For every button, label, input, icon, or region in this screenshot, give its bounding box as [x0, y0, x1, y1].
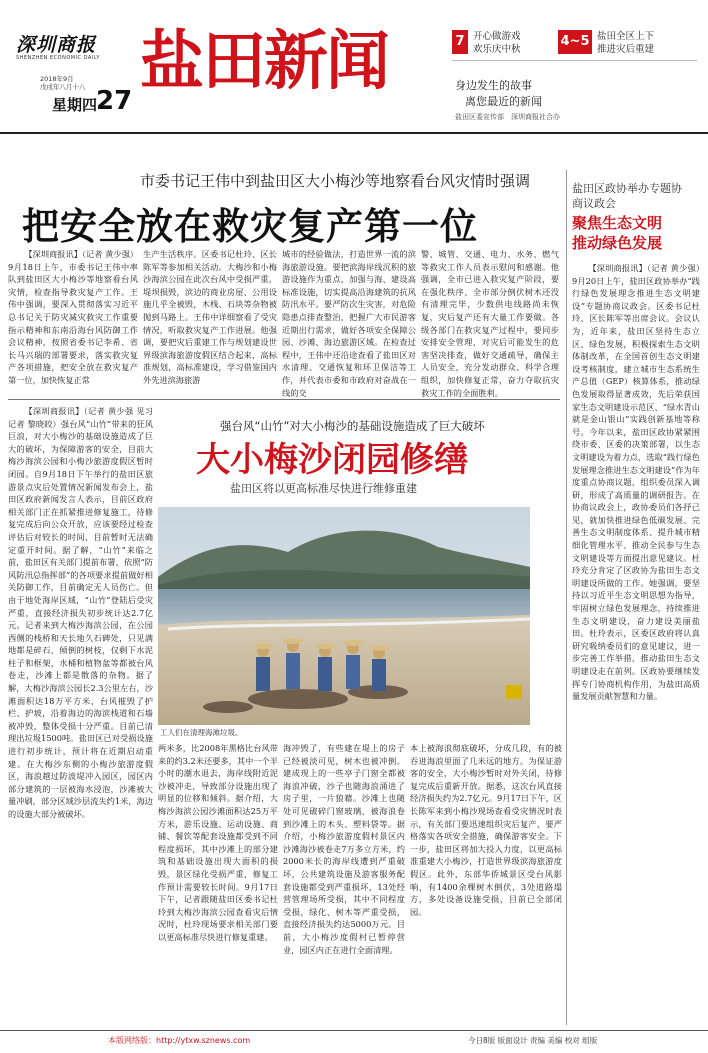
dateline — [40, 75, 86, 91]
lead-kicker: 市委书记王伟中到盐田区大小梅沙等地察看台风灾情时强调 — [140, 172, 531, 190]
slogan-line: 身边发生的故事 — [455, 79, 532, 92]
story2-body-left — [8, 405, 153, 1025]
footer-credits: 今日8版 版面设计 责编 美编 校对 组版 — [468, 1036, 598, 1045]
paper-logo: 深圳商报 — [16, 34, 97, 56]
lead-body-col — [421, 248, 559, 398]
date-gregorian: 2018年9月 — [40, 75, 74, 83]
story2-headline[interactable]: 大小梅沙闭园修缮 — [196, 440, 468, 480]
beach-cleanup-photo — [158, 507, 530, 725]
index-entry-line: 开心做游戏 — [473, 31, 521, 42]
paragraph: 【深圳商报讯】（记者 黄少强 见习记者 黎晓皎）强台风“山竹”带来的狂风巨浪，对大小梅沙的基础设施造成了巨大的破坏，为保障游客的安全，目前大梅沙海滨公园和小梅沙旅游度假区暂时闭园。自9月18日下午举行的盐田区旅游景点灾后处置情况新闻发布会上，盐田区政府新闻发言人表示，目前区政府相关部门正在抓紧推进修复施工，待修复完成后向公众开放，应该要经过检查评估后对较长的时间，目前暂时无法确定重开时间。据了解，“山竹”来临之前，盐田区有关部门提前布署，依照“防风防汛总指挥部”的各项要求提前做好相关防御工作，目前确定无人员伤亡。但由于地处海岸区域，“山竹”登陆后受灾严重，直接经济损失初步统计达2.7亿元。记者来到大梅沙海滨公园，在公园西侧的栈桥和天长地久石碑处，只见满地都是碎石、倾倒的树枝，仅剩下水泥柱子和框架，水桶和植物盆等都被台风卷走，沙滩上都是散落的杂物。据了解，大梅沙海滨公园长2.3公里左右，沙滩面积达18万平方米，台风摧毁了护栏、护坡，沿着海边的海滨栈道和石墙被冲毁，整体受损十分严重。目前已清理出垃圾1500吨。盐田区已对受损设施进行初步统计，预计将在近期启动重建。在大梅沙东侧的小梅沙旅游度假区，海浪越过防波堤冲入园区，园区内部分建筑的一层被海水浸泡，沙滩被大量冲刷，部分区域沙层流失约1米，海边的设施大部分被破坏。 — [8, 406, 153, 819]
index-entry[interactable] — [597, 30, 654, 56]
story2-body-col — [283, 742, 405, 1025]
side-kicker: 盐田区政协举办专题协商议政会 — [572, 182, 682, 210]
slogan-line: 离您最近的新闻 — [465, 95, 542, 108]
side-body — [572, 262, 700, 1024]
weekday: 星期四 — [52, 96, 98, 114]
lead-body-col — [282, 248, 416, 398]
paragraph: 警、城管、交通、电力、水务、燃气等救灾工作人员表示慰问和感谢。他强调，全市已进入救灾复产阶段，要在强化秩序、全市部分倒伏树木还没有清理完毕，少数供电线路尚未恢复，灾后复产还有大量工作要做。各级各部门在救灾复产过程中，要同步安排安全管理，对灾后可能发生的危害坚决排查，做好交通疏导，确保主人员安全，充分发动群众、科学合理组织，加快修复正常，奋力夺取抗灾救灾工作的全面胜利。 — [421, 249, 559, 398]
paragraph: 【深圳商报讯】（记者 黄少强）9月20日上午，盐田区政协举办“践行绿色发展理念推进生态文明建设”专题协商议政会。区委书记杜玲、区长陈军等出席会议。会议认为，近年来，盐田区坚持生态立区、绿色发展，积极探索生态文明体制改革，在全国首创生态文明建设考核制度，建立城市生态系统生产总值（GEP）核算体系，推动绿色发展取得显著成效，先后荣获国家生态文明建设示范区、“绿水青山就是金山银山”实践创新基地等称号。今年以来，盐田区政协紧紧围绕市委、区委的决策部署，以生态文明建设为着力点，选取“践行绿色发展理念推进生态文明建设”作为年度重点协商议题，组织委员深入调研，形成了高质量的调研报告。在协商议政会上，政协委员们各抒己见，就加快推进绿色低碳发展、完善生态文明制度体系、提升城市精细化管理水平、推动全民参与生态文明建设等方面提出意见建议。杜玲充分肯定了区政协为盐田生态文明建设所做的工作。她强调，要坚持以习近平生态文明思想为指导，牢固树立绿色发展理念，持续推进生态文明建设，奋力建设美丽盐田。杜玲表示，区委区政府将认真研究吸纳委员们的意见建议，进一步完善工作举措，推动盐田生态文明建设走在前列。区政协要继续发挥专门协商机构作用，为盐田高质量发展贡献智慧和力量。 — [572, 263, 700, 702]
index-entry-line: 盐田全区上下 — [597, 31, 655, 42]
side-headline-line: 聚焦生态文明 — [572, 214, 663, 232]
story2-subhead: 盐田区将以更高标准尽快进行维修重建 — [230, 482, 417, 495]
side-headline[interactable] — [572, 213, 697, 253]
index-page-number[interactable]: 4~5 — [558, 30, 592, 54]
story-divider — [8, 399, 560, 400]
photo-caption: 工人们在清理海滩垃圾。 — [160, 728, 243, 737]
day-number: 27 — [96, 86, 133, 116]
section-title: 盐田新闻 — [140, 25, 388, 99]
footer-web-link[interactable]: 本版网络版：http://ytxw.sznews.com — [108, 1036, 251, 1045]
news-photo[interactable] — [158, 507, 530, 725]
footer-rule — [0, 1030, 708, 1031]
paragraph: 【深圳商报讯】（记者 黄少强）9月18日上午，市委书记王伟中率队到盐田区大小梅沙等地察看台风灾情，检查指导救灾复产工作。王伟中强调，要深入贯彻落实习近平总书记关于防灾减灾救灾工作重要指示精神和东南沿海台风防御工作会议精神，按照省委书记李希、省长马兴瑞的部署要求，落实救灾复产各项措施，把安全放在救灾复产第一位，加快恢复正常 — [8, 249, 138, 385]
index-entry[interactable] — [473, 30, 521, 56]
story2-body-col — [158, 742, 278, 1025]
paragraph: 两米多，比2008年黑格比台风带来的约3.2米还要多，其中一个半小时的潮水退去，海岸线附近泥沙被冲走，导致部分设施出现了明显的位移和倾斜。据介绍，大梅沙海滨公园沙滩面积达25万平方米，游乐设施、运动设施、商铺、餐饮等配套设施都受到不同程度损坏，其中沙滩上的部分建筑和基础设施出现大面积的损毁，景区绿化受损严重，修复工作预计需要较长时间。9月17日下午，记者跟随盐田区委书记杜玲到大梅沙海滨公园查看灾后情况时，杜玲现场要求相关部门要以更高标准尽快进行修复重建。 — [158, 743, 278, 942]
lead-body-col — [8, 248, 138, 385]
slogan — [455, 78, 542, 110]
index-page-number[interactable]: 7 — [452, 30, 468, 54]
index-entry-line: 欢乐庆中秋 — [473, 44, 521, 55]
column-divider — [566, 170, 567, 1025]
side-headline-line: 推动绿色发展 — [572, 234, 663, 252]
publisher-line: 盐田区委宣传部 深圳商报社合办 — [455, 113, 560, 121]
paragraph: 城市的经验做法，打造世界一流的滨海旅游设施。要把滨海岸线沉积的旅游设施作为重点，加强与海、建设高标准设施，切实提高沿海建筑的抗风防汛水平。要严防次生灾害，对危险隐患点排查整治，把握广大市民游客近期出行需求，做好各项安全保障公园、沙滩、海边旅游区域。在检查过程中，王伟中还沿途查看了盐田区对水清理、交通恢复和环卫保洁等工作，并代表市委和市政府对奋战在一线的交 — [282, 249, 416, 398]
index-entry-line: 推进灾后重建 — [597, 44, 655, 55]
masthead-rule — [0, 132, 708, 134]
paragraph: 生产生活秩序。区委书记杜玲、区长陈军等参加相关活动。大梅沙和小梅沙海滨公园在此次台风中受损严重，堤坝损毁，滨边的商业房屋、公用设施几乎全被毁，木栈、石块等杂物被抛到马路上。王伟中详细察看了受灾情况，听取救灾复产工作进展。他强调，要把灾后重建工作与规划建设世界级滨海旅游度假区结合起来，高标准规划，高标准建设，学习借鉴国内外先进滨海旅游 — [143, 249, 277, 385]
story2-body-col — [410, 742, 562, 1025]
index-divider — [452, 60, 697, 61]
paper-logo-subtitle: SHENZHEN ECONOMIC DAILY — [16, 55, 100, 61]
story2-kicker: 强台风“山竹”对大小梅沙的基础设施造成了巨大破坏 — [220, 419, 485, 433]
paragraph: 海冲毁了，有些建在堤上的房子已经被淡可见，树木也被冲倒。建成现上的一些亭子门窗全都被海浪冲破，沙子也随海浪涌进了房子里，一片狼藉。沙滩上也随处可见破碎门窗玻璃、被海浪卷到沙滩上的木头、塑料袋等。据介绍，小梅沙旅游度假村景区内沙滩海沙被卷走7万多立方米，约2000米长的海岸线遭到严重破坏，公共建筑设施及游客服务配套设施都受到严重损坏，13处经营管理场所受损，其中不同程度受损，绿化、树木等严重受损，直接经济损失约达5000万元。目前，大小梅沙度假村已暂停营业，园区内正在进行全面清理。 — [283, 743, 405, 955]
date-lunar: 戊戌年八月十八 — [40, 83, 86, 91]
paragraph: 本上被海浪彻底破坏，分成几段，有的被吞进海浪里面了几米远的地方。为保证游客的安全，大小梅沙暂时对外关闭，待修复完成后重新开放。据悉，这次台风直接经济损失约为2.7亿元。9月17日下午，区长陈军来到小梅沙现场查看受灾情况时表示，有关部门要迅速组织灾后复产，要严格落实各项安全措施，确保游客安全。下一步，盐田区将加大投入力度，以更高标准重建大小梅沙，打造世界级滨海旅游度假区。此外，东部华侨城景区受台风影响，有1400余棵树木倒伏，3处道路塌方，多处设备设施受损，目前已全部闭园。 — [410, 743, 562, 917]
lead-body-col — [143, 248, 277, 388]
lead-headline[interactable]: 把安全放在救灾复产第一位 — [22, 205, 478, 248]
